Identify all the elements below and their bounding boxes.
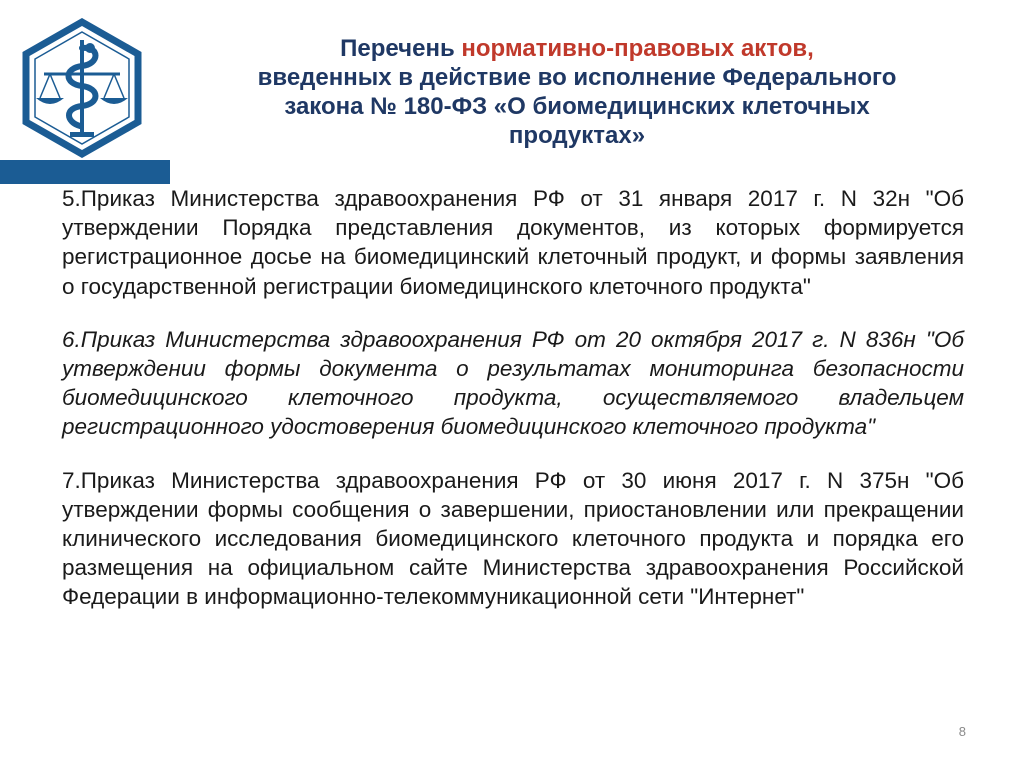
title-line-4: продуктах» (508, 122, 646, 149)
list-item-7: 7.Приказ Министерства здравоохранения РФ от 30 июня 2017 г. N 375н "Об утверждении формы сообщения о завершении, приостановлении или прекращении клинического исследования биомедицинского клеточного продукта и порядка его размещения на официальном сайте Министерства здравоохранения Российской Федерации в информационно-телекоммуникационной сети "Интернет" (62, 467, 964, 610)
title-line-3: закона № 180-ФЗ «О биомедицинских клеточных (284, 93, 870, 120)
caduceus-scales-hexagon-icon (20, 18, 144, 158)
page-title (186, 34, 968, 150)
title-part-1: Перечень (340, 35, 462, 62)
list-item-5: 5.Приказ Министерства здравоохранения РФ от 31 января 2017 г. N 32н "Об утверждении Порядка представления документов, из которых формируется регистрационное досье на биомедицинский клеточный продукт, и формы заявления о государственной регистрации биомедицинского клеточного продукта" (62, 186, 964, 299)
page-number: 8 (958, 724, 966, 739)
accent-bar (0, 160, 170, 184)
document-list (62, 184, 964, 636)
list-item-6: 6.Приказ Министерства здравоохранения РФ от 20 октября 2017 г. N 836н "Об утверждении формы документа о результатах мониторинга безопасности биомедицинского клеточного продукта, осуществляемого владельцем регистрационного удостоверения биомедицинского клеточного продукта" (62, 326, 964, 440)
logo (20, 18, 144, 158)
title-line-1 (186, 34, 968, 63)
title-line-2: введенных в действие во исполнение Федерального (257, 64, 897, 91)
title-part-2-highlighted: нормативно-правовых актов, (461, 35, 814, 62)
